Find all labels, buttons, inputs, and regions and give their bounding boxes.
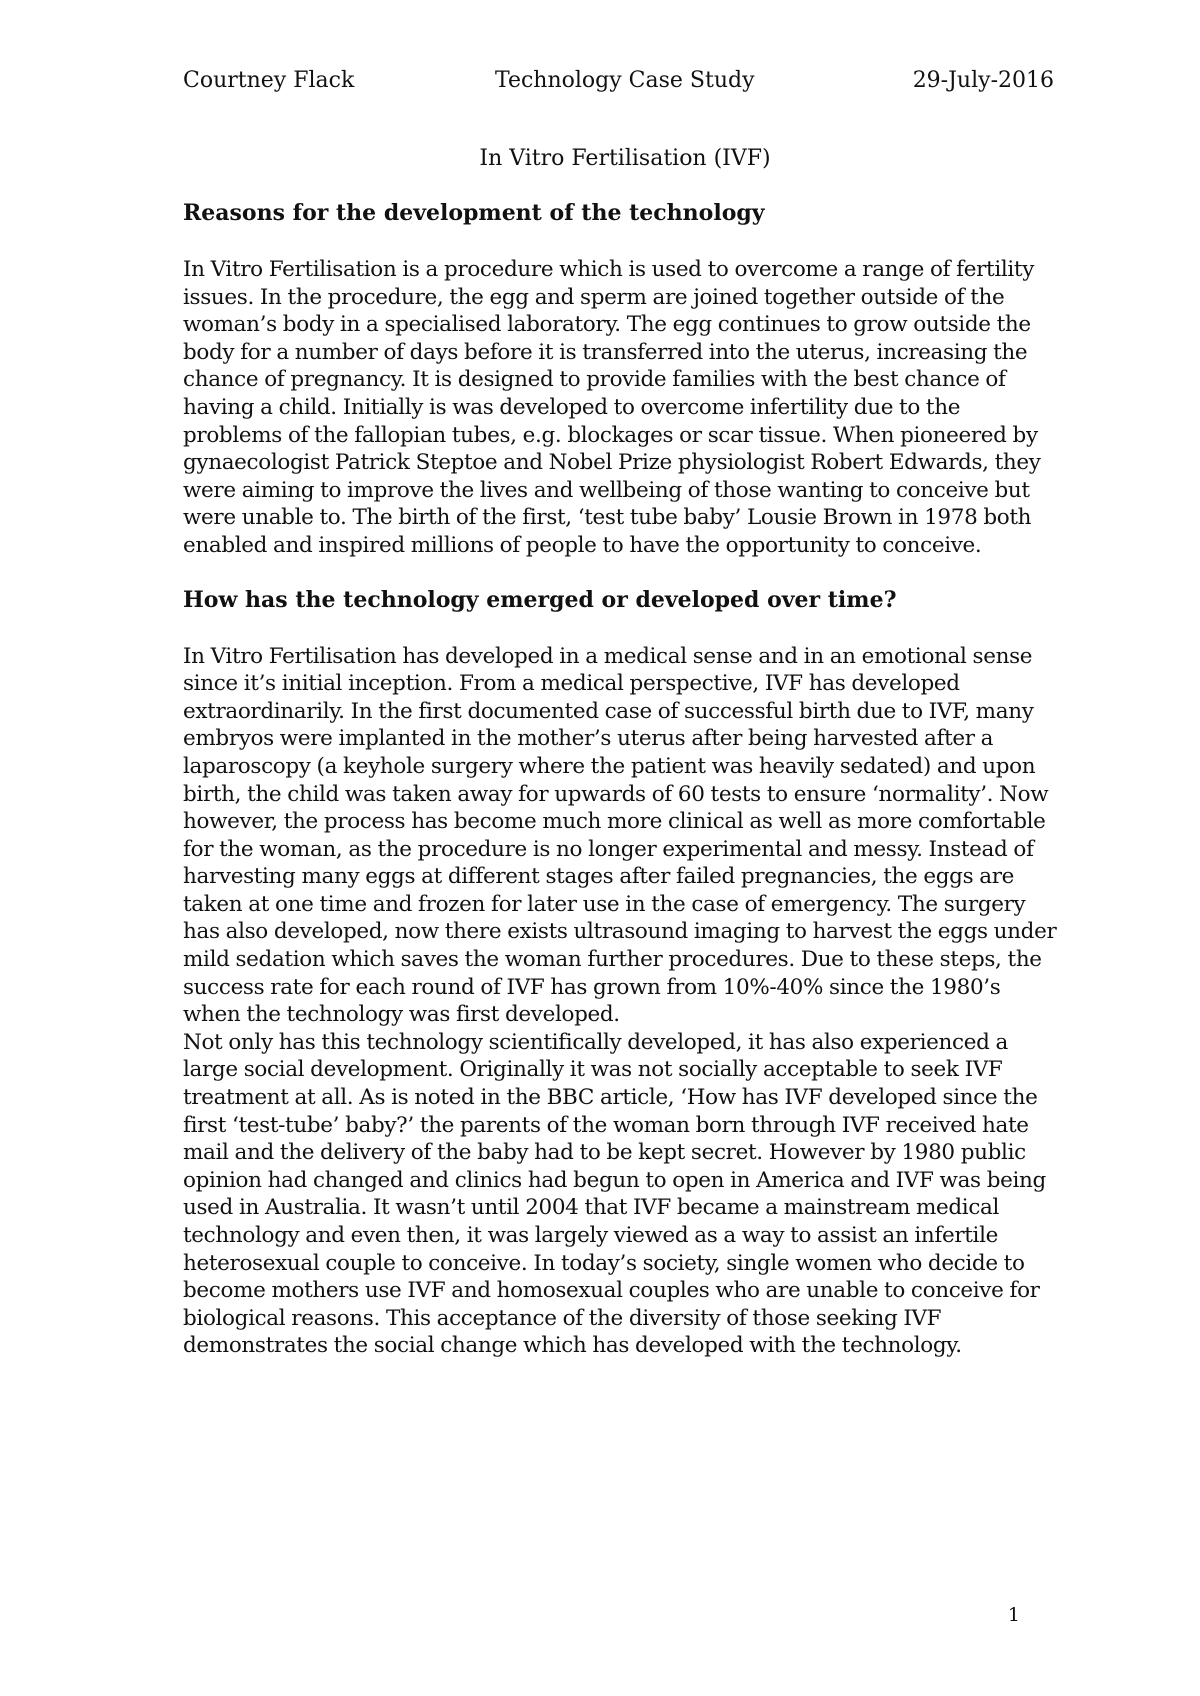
document-title-wrapper [0,146,1200,171]
document-title: In Vitro Fertilisation (IVF) [479,146,771,171]
paragraph-medical-development: In Vitro Fertilisation has developed in a medical sense and in an emotional sense since it’s initial inception. From a medical perspective, IVF has developed extraordinarily. In the first documented case of successful birth due to IVF, many embryos were implanted in the mother’s uterus after being harvested after a laparoscopy (a keyhole surgery where the patient was heavily sedated) and upon birth, the child was taken away for upwards of 60 tests to ensure ‘normality’. Now however, the process has become much more clinical as well as more comfortable for the woman, as the procedure is no longer experimental and messy. Instead of harvesting many eggs at different stages after failed pregnancies, the eggs are taken at one time and frozen for later use in the case of emergency. The surgery has also developed, now there exists ultrasound imaging to harvest the eggs under mild sedation which saves the woman further procedures. Due to these steps, the success rate for each round of IVF has grown from 10%-40% since the 1980’s when the technology was first developed. [183,643,1057,1028]
section-heading-reasons: Reasons for the development of the technology [183,200,765,226]
header-subject: Technology Case Study [495,68,755,93]
page-number: 1 [1007,1604,1020,1626]
paragraph-reasons: In Vitro Fertilisation is a procedure which is used to overcome a range of fertility issues. In the procedure, the egg and sperm are joined together outside of the woman’s body in a specialised laboratory. The egg continues to grow outside the body for a number of days before it is transferred into the uterus, increasing the chance of pregnancy. It is designed to provide families with the best chance of having a child. Initially is was developed to overcome infertility due to the problems of the fallopian tubes, e.g. blockages or scar tissue. When pioneered by gynaecologist Patrick Steptoe and Nobel Prize physiologist Robert Edwards, they were aiming to improve the lives and wellbeing of those wanting to conceive but were unable to. The birth of the first, ‘test tube baby’ Lousie Brown in 1978 both enabled and inspired millions of people to have the opportunity to conceive. [183,257,1041,558]
document-body [183,198,1063,1360]
page-header [183,68,1054,102]
section-heading-development: How has the technology emerged or developed over time? [183,586,897,613]
paragraph-social-development: Not only has this technology scientifically developed, it has also experienced a large social development. Originally it was not socially acceptable to seek IVF treatment at all. As is noted in the BBC article, ‘How has IVF developed since the first ‘test-tube’ baby?’ the parents of the woman born through IVF received hate mail and the delivery of the baby had to be kept secret. However by 1980 public opinion had changed and clinics had begun to open in America and IVF was being used in Australia. It wasn’t until 2004 that IVF became a mainstream medical technology and even then, it was largely viewed as a way to assist an infertile heterosexual couple to conceive. In today’s society, single women who decide to become mothers use IVF and homosexual couples who are unable to conceive for biological reasons. This acceptance of the diversity of those seeking IVF demonstrates the social change which has developed with the technology. [183,1029,1046,1359]
section-spacer [183,560,1063,585]
header-date: 29-July-2016 [912,68,1054,93]
header-author: Courtney Flack [183,68,355,93]
